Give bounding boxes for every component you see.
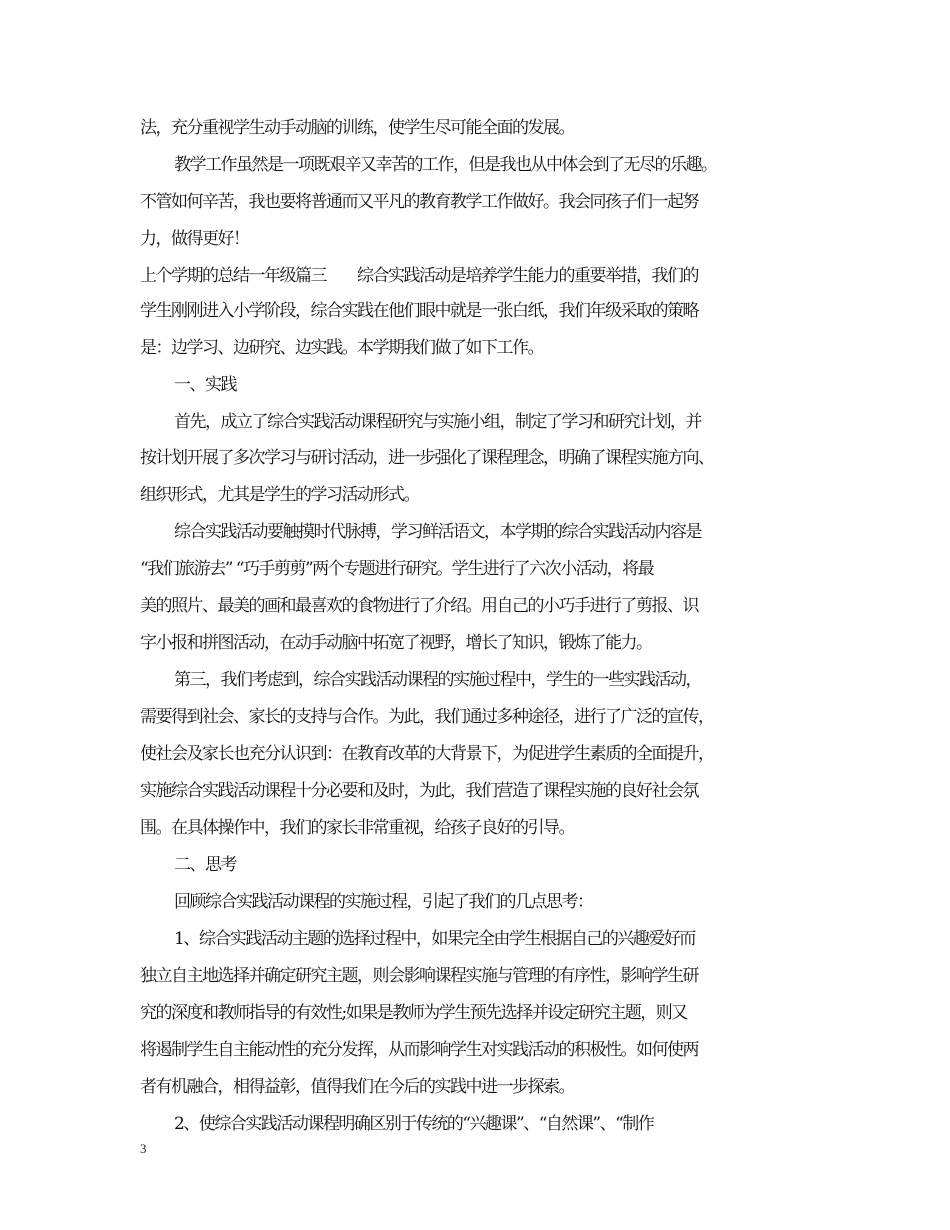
text-line: 究的深度和教师指导的有效性;如果是教师为学生预先选择并设定研究主题，则又: [140, 1003, 687, 1023]
text-line: 首先，成立了综合实践活动课程研究与实施小组，制定了学习和研究计划，并: [174, 412, 701, 432]
text-line: 是：边学习、边研究、边实践。本学期我们做了如下工作。: [140, 338, 543, 358]
text-line: 回顾综合实践活动课程的实施过程，引起了我们的几点思考：: [174, 892, 593, 912]
text-line: 上个学期的总结一年级篇三 综合实践活动是培养学生能力的重要举措，我们的: [140, 266, 698, 286]
text-line: 将遏制学生自主能动性的充分发挥，从而影响学生对实践活动的积极性。如何使两: [140, 1040, 698, 1060]
text-line: 不管如何辛苦，我也要将普通而又平凡的教育教学工作做好。我会同孩子们一起努: [140, 192, 698, 212]
text-line: 第三，我们考虑到，综合实践活动课程的实施过程中，学生的一些实践活动，: [174, 670, 701, 690]
text-line: 2、使综合实践活动课程明确区别于传统的“兴趣课”、“自然课”、“制作: [174, 1114, 654, 1134]
text-line: 按计划开展了多次学习与研讨活动，进一步强化了课程理念，明确了课程实施方向、: [140, 448, 714, 468]
text-line: 者有机融合，相得益彰，值得我们在今后的实践中进一步探索。: [140, 1077, 574, 1097]
text-line: “我们旅游去” “巧手剪剪”两个专题进行研究。学生进行了六次小活动，将最: [140, 559, 654, 579]
text-line: 学生刚刚进入小学阶段，综合实践在他们眼中就是一张白纸，我们年级采取的策略: [140, 301, 698, 321]
text-line: 使社会及家长也充分认识到：在教育改革的大背景下，为促进学生素质的全面提升，: [140, 744, 714, 764]
section-heading: 二、思考: [174, 855, 236, 875]
text-line: 1、综合实践活动主题的选择过程中，如果完全由学生根据自己的兴趣爱好而: [174, 929, 695, 949]
text-line: 美的照片、最美的画和最喜欢的食物进行了介绍。用自己的小巧手进行了剪报、识: [140, 596, 698, 616]
text-line: 法，充分重视学生动手动脑的训练，使学生尽可能全面的发展。: [140, 118, 574, 138]
text-line: 实施综合实践活动课程十分必要和及时，为此，我们营造了课程实施的良好社会氛: [140, 781, 698, 801]
text-line: 围。在具体操作中，我们的家长非常重视，给孩子良好的引导。: [140, 818, 574, 838]
text-line: 组织形式，尤其是学生的学习活动形式。: [140, 485, 419, 505]
text-line: 教学工作虽然是一项既艰辛又幸苦的工作，但是我也从中体会到了无尽的乐趣。: [174, 155, 717, 175]
text-line: 需要得到社会、家长的支持与合作。为此，我们通过多种途径，进行了广泛的宣传，: [140, 707, 714, 727]
text-line: 独立自主地选择并确定研究主题，则会影响课程实施与管理的有序性，影响学生研: [140, 966, 698, 986]
text-line: 力，做得更好！: [140, 229, 249, 249]
section-heading: 一、实践: [174, 375, 236, 395]
text-line: 字小报和拼图活动，在动手动脑中拓宽了视野，增长了知识，锻炼了能力。: [140, 633, 652, 653]
page-number: 3: [140, 1141, 147, 1156]
text-line: 综合实践活动要触摸时代脉搏，学习鲜活语文，本学期的综合实践活动内容是: [174, 522, 701, 542]
